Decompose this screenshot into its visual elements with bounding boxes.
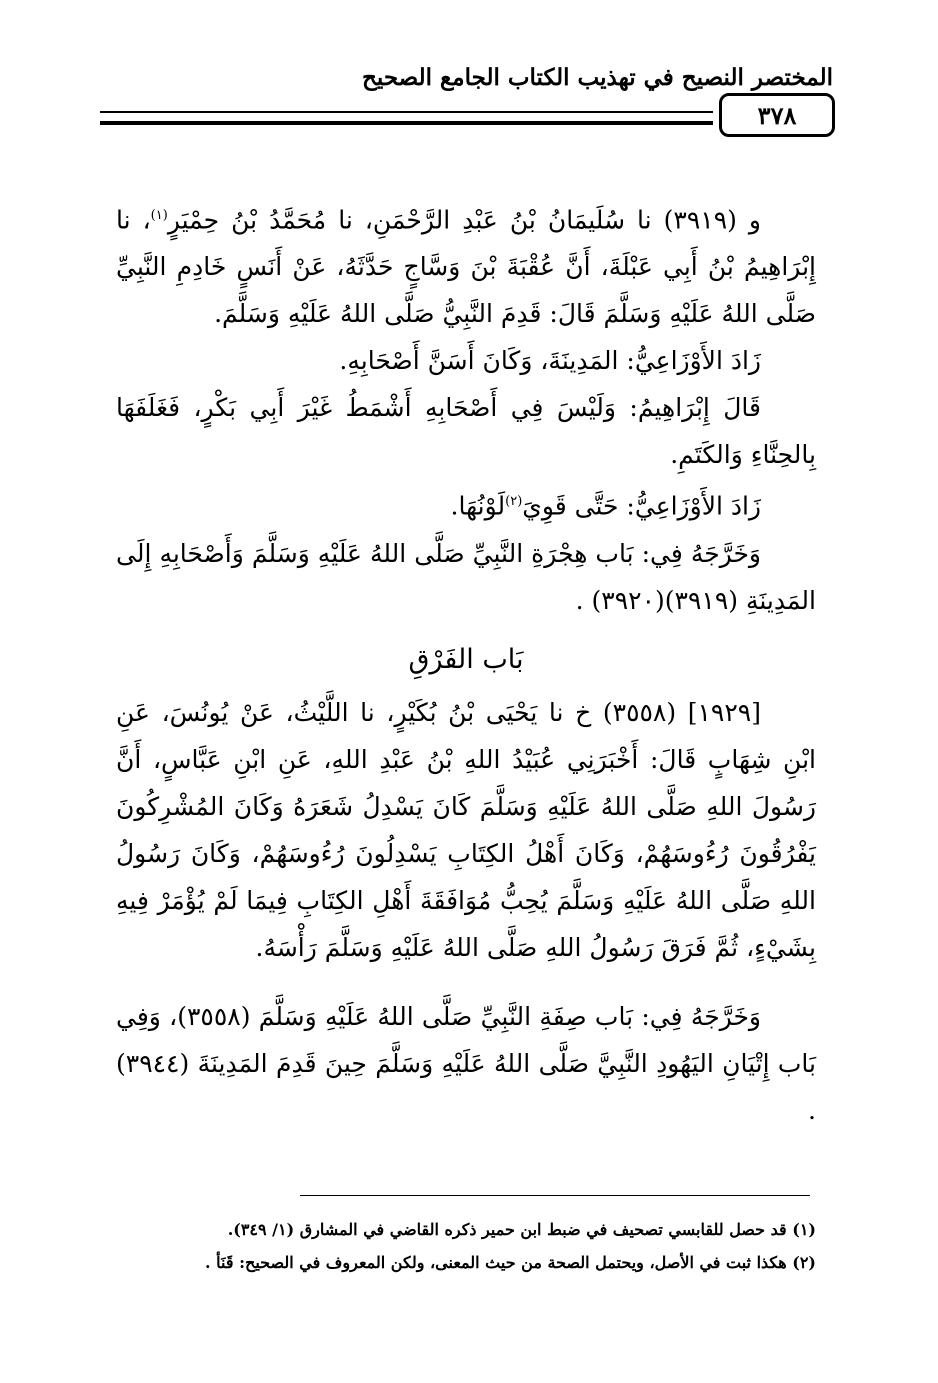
- paragraph-awzai: زَادَ الأَوْزَاعِيُّ: المَدِينَةَ، وَكَانَ أَسَنَّ أَصْحَابِهِ.: [339, 346, 761, 376]
- footnote-ref-2: (٢): [505, 494, 523, 510]
- footnotes: [126, 1213, 816, 1279]
- paragraph-hadith-1929: [١٩٢٩] (٣٥٥٨) خ نا يَحْيَى بْنُ بُكَيْرٍ، نا اللَّيْثُ، عَنْ يُونُسَ، عَنِ ابْنِ شِهَابٍ قَالَ: أَخْبَرَنِي عُبَيْدُ اللهِ بْنُ عَبْدِ اللهِ، عَنِ ابْنِ عَبَّاسٍ، أَنَّ رَسُولَ اللهِ صَلَّى اللهُ عَلَيْهِ وَسَلَّمَ كَانَ يَسْدِلُ شَعَرَهُ وَكَانَ المُشْرِكُونَ يَفْرُقُونَ رُءُوسَهُمْ، وَكَانَ أَهْلُ الكِتَابِ يَسْدِلُونَ رُءُوسَهُمْ، وَكَانَ رَسُولُ اللهِ صَلَّى اللهُ عَلَيْهِ وَسَلَّمَ يُحِبُّ مُوَافَقَةَ أَهْلِ الكِتَابِ فِيمَا لَمْ يُؤْمَرْ فِيهِ بِشَيْءٍ، ثُمَّ فَرَقَ رَسُولُ اللهِ صَلَّى اللهُ عَلَيْهِ وَسَلَّمَ رَأْسَهُ.: [116, 697, 816, 962]
- paragraph-takhrij-2: وَخَرَّجَهُ فِي: بَاب صِفَةِ النَّبِيِّ صَلَّى اللهُ عَلَيْهِ وَسَلَّمَ (٣٥٥٨)، وَفِي بَاب إِتْيَانِ اليَهُودِ النَّبِيَّ صَلَّى اللهُ عَلَيْهِ وَسَلَّمَ حِينَ قَدِمَ المَدِينَةَ (٣٩٤٤) .: [116, 1001, 816, 1125]
- main-text: [116, 192, 816, 1134]
- paragraph-takhrij-1: وَخَرَّجَهُ فِي: بَاب هِجْرَةِ النَّبِيِّ صَلَّى اللهُ عَلَيْهِ وَسَلَّمَ وَأَصْحَابِهِ إِلَى المَدِينَةِ (٣٩١٩)(٣٩٢٠) .: [116, 538, 816, 615]
- paragraph-text: زَادَ الأَوْزَاعِيُّ: حَتَّى قَوِيَ: [522, 491, 761, 521]
- paragraph-awzai-2: [116, 478, 816, 529]
- chapter-heading: بَاب الفَرْقِ: [408, 643, 524, 675]
- footnote-separator: [300, 1195, 810, 1196]
- footnote-2: (٢) هكذا ثبت في الأصل، ويحتمل الصحة من حيث المعنى، ولكن المعروف في الصحيح: قَنَأ .: [205, 1253, 816, 1272]
- paragraph-ibrahim: قَالَ إِبْرَاهِيمُ: وَلَيْسَ فِي أَصْحَابِهِ أَشْمَطُ غَيْرَ أَبِي بَكْرٍ، فَغَلَفَهَا بِالحِنَّاءِ وَالكَتَمِ.: [116, 393, 816, 470]
- header-rule-thick: [100, 121, 713, 125]
- footnote-1: (١) قد حصل للقابسي تصحيف في ضبط ابن حمير ذكره القاضي في المشارق (١/ ٣٤٩).: [227, 1220, 816, 1239]
- running-title: المختصر النصيح في تهذيب الكتاب الجامع الصحيح: [362, 64, 833, 91]
- header-rule-thin: [100, 111, 713, 113]
- paragraph-text: لَوْنُهَا.: [450, 491, 506, 521]
- page-number: ٣٧٨: [719, 93, 835, 137]
- footnote-ref-1: (١): [150, 208, 168, 223]
- paragraph-hadith-3919: [116, 192, 816, 337]
- paragraph-text: ، نا إِبْرَاهِيمُ بْنُ أَبِي عَبْلَةَ، أَنَّ عُقْبَةَ بْنَ وَسَّاجٍ حَدَّثَهُ، عَنْ أَنَسٍ خَادِمِ النَّبِيِّ صَلَّى اللهُ عَلَيْهِ وَسَلَّمَ قَالَ: قَدِمَ النَّبِيُّ صَلَّى اللهُ عَلَيْهِ وَسَلَّمَ.: [116, 205, 816, 329]
- paragraph-text: و (٣٩١٩) نا سُلَيمَانُ بْنُ عَبْدِ الرَّحْمَنِ، نا مُحَمَّدُ بْنُ حِمْيَرٍ: [167, 205, 761, 235]
